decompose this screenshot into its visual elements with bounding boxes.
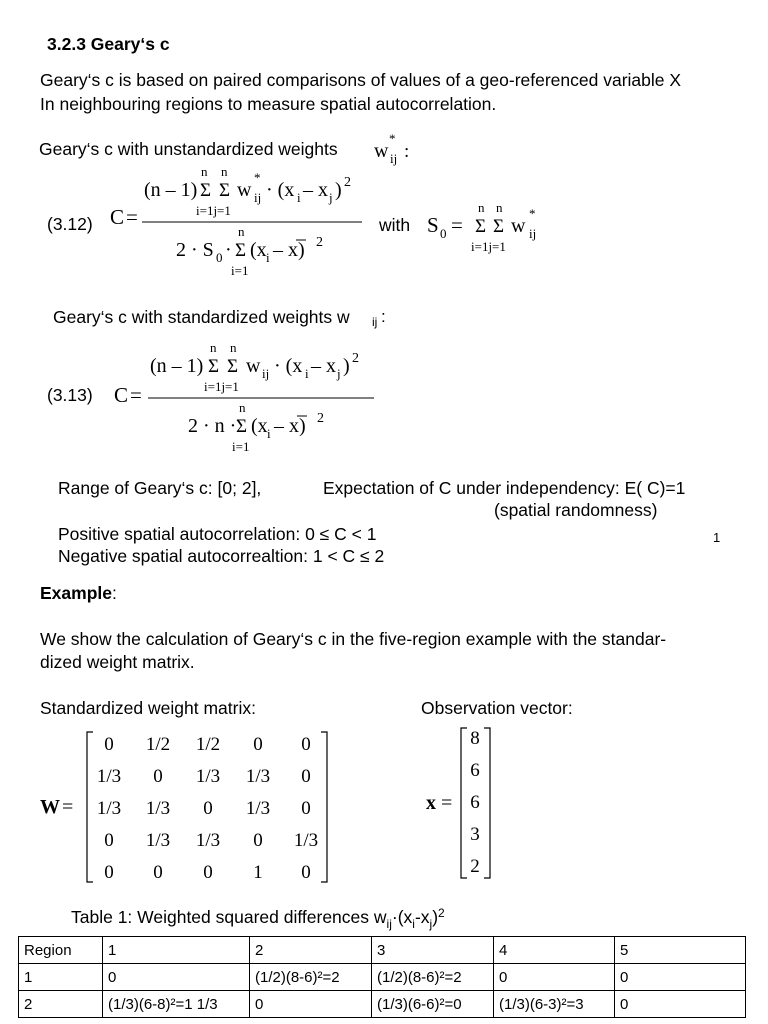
svg-text:(n – 1): (n – 1) [150, 355, 204, 377]
matrix-cell: 0 [104, 734, 114, 755]
w-symbol: W [40, 796, 60, 818]
caption-ij-sub: ij [386, 917, 392, 931]
matrix-cell: 0 [203, 862, 213, 883]
svg-text:– x): – x) [273, 239, 305, 261]
svg-text:n: n [201, 164, 208, 179]
matrix-cell: 1 [253, 862, 263, 883]
svg-text:ij: ij [372, 315, 378, 329]
example-heading [40, 582, 117, 604]
svg-text:ij: ij [254, 190, 262, 205]
example-label: Example [40, 583, 112, 603]
range-text: Range of Geary‘s c: [0; 2], [58, 478, 262, 498]
svg-text:Σ: Σ [236, 416, 248, 437]
svg-text:i=1: i=1 [231, 263, 249, 278]
matrix-cell: 1/3 [145, 830, 171, 851]
svg-text:(x: (x [250, 239, 267, 261]
table-cell: 0 [103, 964, 250, 991]
svg-text:n: n [238, 224, 245, 239]
table-header-row [19, 937, 746, 964]
svg-text:n: n [230, 340, 237, 355]
svg-text:2: 2 [317, 411, 324, 426]
matrix-cell: 0 [104, 862, 114, 883]
matrix-cell: 0 [253, 734, 263, 755]
weight-matrix [40, 726, 340, 888]
svg-text:2 · S: 2 · S [176, 239, 214, 261]
svg-text:· (x: · (x [266, 179, 295, 201]
expectation-text: Expectation of C under independency: E( C)=1 [323, 478, 686, 498]
svg-text:n: n [478, 200, 485, 215]
svg-text:i=1j=1: i=1j=1 [204, 379, 239, 394]
caption-close: ) [432, 907, 439, 927]
caption-minus: -x [414, 907, 430, 927]
table-cell: 2 [19, 991, 103, 1018]
svg-text:w: w [246, 355, 261, 377]
matrix-cell: 0 [301, 766, 311, 787]
matrix-cell: 0 [153, 766, 163, 787]
matrix-cell: 0 [203, 798, 213, 819]
table-cell: (1/3)(6-6)²=0 [372, 991, 494, 1018]
svg-text:– x): – x) [274, 415, 306, 437]
svg-text:·: · [225, 239, 232, 261]
svg-text:2: 2 [316, 235, 323, 250]
matrix-cell: 1/3 [245, 798, 271, 819]
svg-text:Σ: Σ [493, 216, 505, 237]
caption-square: 2 [438, 906, 445, 920]
example-line-2: dized weight matrix. [40, 652, 195, 672]
svg-text:2: 2 [352, 351, 359, 366]
svg-text:=: = [62, 796, 74, 818]
equation-3-13-number: (3.13) [47, 385, 93, 405]
matrix-cell: 0 [301, 798, 311, 819]
table-cell: 3 [372, 937, 494, 964]
table-cell: 1 [103, 937, 250, 964]
table-row [19, 964, 746, 991]
caption-formula: ·(x [391, 907, 413, 927]
x-symbol: x [426, 792, 436, 814]
vector-cell: 2 [470, 856, 480, 877]
matrix-cell: 0 [104, 830, 114, 851]
svg-text:*: * [254, 170, 261, 185]
svg-text:2 · n ·: 2 · n · [188, 415, 237, 437]
svg-text:Σ: Σ [200, 180, 212, 201]
s0-definition [424, 196, 554, 260]
svg-text:i=1j=1: i=1j=1 [196, 203, 231, 218]
svg-text:Σ: Σ [227, 356, 239, 377]
positive-autocorrelation-text: Positive spatial autocorrelation: 0 ≤ C < 1 [58, 524, 377, 544]
matrix-cell: 1/2 [145, 734, 171, 755]
svg-text:Σ: Σ [475, 216, 487, 237]
svg-text:(n – 1): (n – 1) [144, 179, 198, 201]
svg-text:j: j [337, 366, 341, 381]
matrix-cell: 0 [153, 862, 163, 883]
svg-text:0: 0 [216, 250, 223, 265]
page-number: 1 [713, 530, 721, 545]
svg-text::: : [381, 307, 386, 326]
table-caption-text: Table 1: Weighted squared differences w [71, 907, 387, 927]
table-row [19, 991, 746, 1018]
observation-vector [424, 722, 504, 884]
svg-text:– x: – x [311, 355, 336, 377]
intro-line-2: In neighbouring regions to measure spatial autocorrelation. [40, 94, 497, 114]
matrix-cell: 1/2 [195, 734, 221, 755]
svg-text:0: 0 [440, 226, 447, 241]
svg-text:n: n [496, 200, 503, 215]
svg-text:n: n [239, 400, 246, 415]
vector-cell: 3 [470, 824, 480, 845]
with-label: with [379, 215, 411, 235]
table-cell: 0 [615, 991, 746, 1018]
svg-text:ij: ij [390, 151, 398, 166]
table-cell: 0 [494, 964, 615, 991]
vector-cell: 6 [470, 760, 480, 781]
svg-text::: : [404, 141, 410, 162]
table-caption [71, 906, 445, 930]
svg-text:i: i [266, 250, 270, 265]
table-cell: (1/2)(8-6)²=2 [372, 964, 494, 991]
equation-3-12 [108, 160, 378, 285]
table-cell: 2 [250, 937, 372, 964]
svg-text:i: i [305, 366, 309, 381]
matrix-cell: 0 [301, 862, 311, 883]
svg-text:j: j [329, 190, 333, 205]
vector-cell: 8 [470, 728, 480, 749]
svg-text:w: w [237, 179, 252, 201]
svg-text:=: = [130, 383, 142, 407]
svg-text:– x: – x [303, 179, 328, 201]
svg-text:w: w [511, 215, 526, 237]
equation-3-13 [112, 336, 382, 461]
svg-text:*: * [389, 131, 396, 146]
table-cell: 5 [615, 937, 746, 964]
weighted-differences-table [18, 936, 746, 1018]
w-ij-subscript [372, 306, 396, 336]
table-cell: 1 [19, 964, 103, 991]
table-cell: 4 [494, 937, 615, 964]
vector-cell: 6 [470, 792, 480, 813]
svg-text:Σ: Σ [235, 240, 247, 261]
example-line-1: We show the calculation of Geary‘s c in the five-region example with the standar- [40, 629, 667, 649]
matrix-cell: 1/3 [245, 766, 271, 787]
table-cell: (1/3)(6-3)²=3 [494, 991, 615, 1018]
svg-text:Σ: Σ [208, 356, 220, 377]
svg-text:i=1j=1: i=1j=1 [471, 239, 506, 254]
caption-j-sub: j [429, 917, 433, 931]
svg-text:C: C [110, 205, 125, 229]
svg-text:S: S [427, 213, 439, 237]
svg-text:ij: ij [262, 366, 270, 381]
matrix-cell: 1/3 [96, 766, 122, 787]
caption-i-sub: i [412, 917, 415, 931]
svg-text:Σ: Σ [219, 180, 231, 201]
matrix-cell: 0 [301, 734, 311, 755]
section-heading: 3.2.3 Geary‘s c [47, 34, 170, 54]
svg-text:(x: (x [251, 415, 268, 437]
svg-text:i=1: i=1 [232, 439, 250, 454]
equation-3-12-number: (3.12) [47, 214, 93, 234]
matrix-cell: 1/3 [96, 798, 122, 819]
standardized-label: Geary‘s c with standardized weights w [53, 307, 350, 327]
svg-text:C: C [114, 383, 129, 407]
observation-vector-label: Observation vector: [421, 698, 573, 718]
svg-text:*: * [529, 206, 536, 221]
svg-text:· (x: · (x [274, 355, 303, 377]
table-cell: (1/3)(6-8)²=1 1/3 [103, 991, 250, 1018]
negative-autocorrelation-text: Negative spatial autocorrealtion: 1 < C ≤ 2 [58, 546, 385, 566]
randomness-text: (spatial randomness) [494, 500, 658, 520]
matrix-cell: 1/3 [145, 798, 171, 819]
w-ij-star-symbol [372, 130, 432, 170]
svg-text:): ) [343, 355, 350, 377]
svg-text:): ) [335, 179, 342, 201]
unstandardized-label: Geary‘s c with unstandardized weights [39, 139, 338, 159]
matrix-cell: 1/3 [195, 766, 221, 787]
svg-text:n: n [221, 164, 228, 179]
matrix-cell: 0 [253, 830, 263, 851]
intro-line-1: Geary‘s c is based on paired comparisons of values of a geo-referenced variable X [40, 70, 682, 90]
svg-text:n: n [210, 340, 217, 355]
svg-text:ij: ij [529, 226, 537, 241]
table-cell: Region [19, 937, 103, 964]
svg-text:i: i [267, 426, 271, 441]
weight-matrix-label: Standardized weight matrix: [40, 698, 256, 718]
svg-text:2: 2 [344, 175, 351, 190]
matrix-cell: 1/3 [293, 830, 319, 851]
table-cell: 0 [250, 991, 372, 1018]
matrix-cell: 1/3 [195, 830, 221, 851]
svg-text:=: = [441, 792, 453, 814]
table-cell: (1/2)(8-6)²=2 [250, 964, 372, 991]
svg-text:i: i [297, 190, 301, 205]
svg-text:w: w [374, 140, 389, 162]
example-colon: : [111, 583, 117, 603]
svg-text:=: = [126, 205, 138, 229]
table-cell: 0 [615, 964, 746, 991]
svg-text:=: = [451, 213, 463, 237]
